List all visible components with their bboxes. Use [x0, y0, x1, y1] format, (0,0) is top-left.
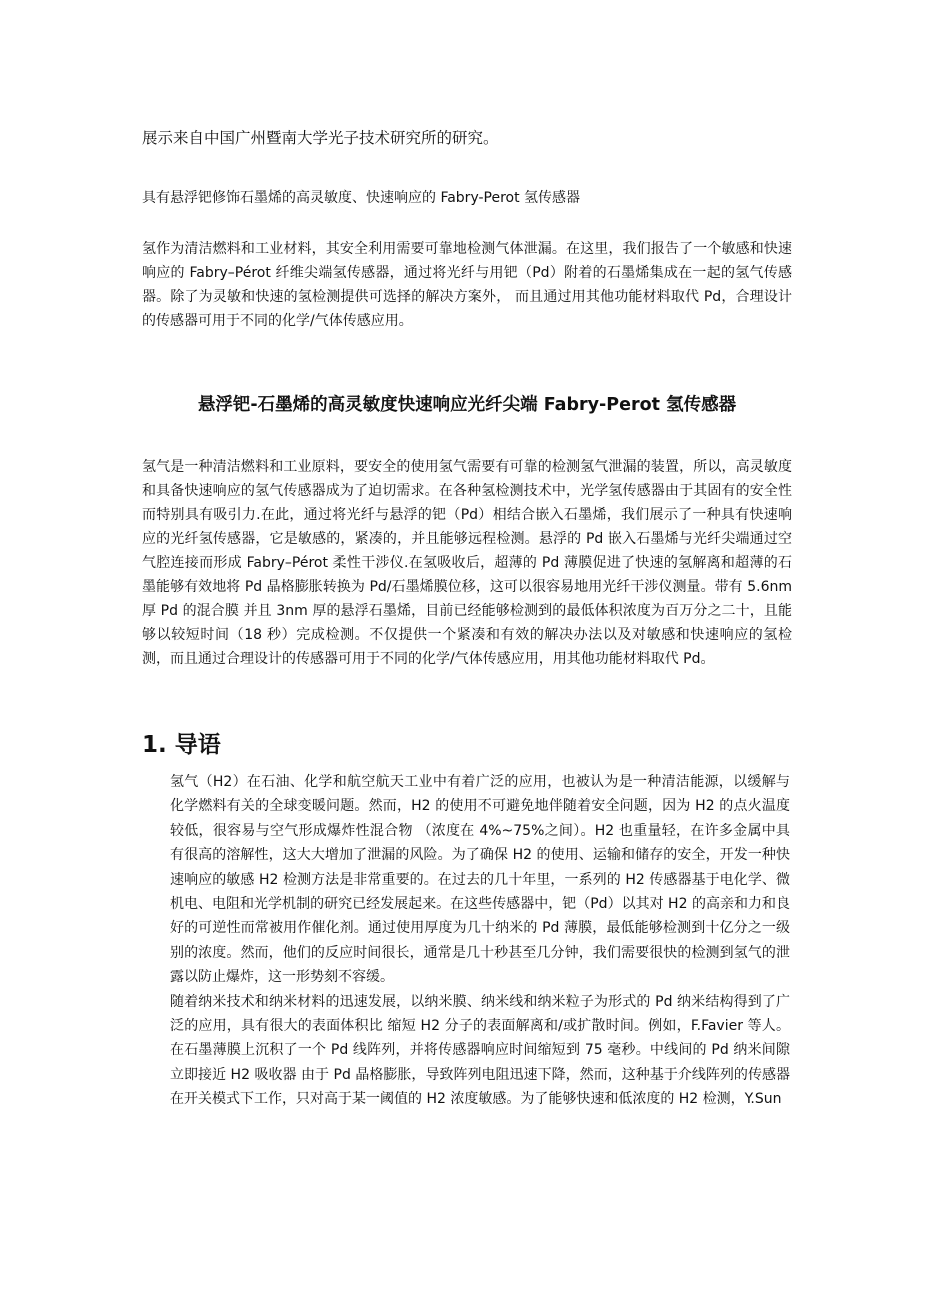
section-heading-introduction: 1. 导语 — [142, 732, 221, 758]
abstract-short: 氢作为清洁燃料和工业材料，其安全利用需要可靠地检测气体泄漏。在这里，我们报告了一个敏感和快速响应的 Fabry–Pérot 纤维尖端氢传感器，通过将光纤与用钯（Pd）附着的石墨烯集成在一起的氢气传感器。除了为灵敏和快速的氢检测提供可选择的解决方案外， 而且通过用其他功能材料取代 Pd，合理设计的传感器可用于不同的化学/气体传感应用。 — [142, 241, 792, 329]
section-body — [170, 770, 790, 1112]
abstract-long: 氢气是一种清洁燃料和工业原料，要安全的使用氢气需要有可靠的检测氢气泄漏的装置，所以，高灵敏度和具备快速响应的氢气传感器成为了迫切需求。在各种氢检测技术中，光学氢传感器由于其固有的安全性而特别具有吸引力.在此，通过将光纤与悬浮的钯（Pd）相结合嵌入石墨烯，我们展示了一种具有快速响应的光纤氢传感器，它是敏感的，紧凑的，并且能够远程检测。悬浮的 Pd 嵌入石墨烯与光纤尖端通过空气腔连接而形成 Fabry–Pérot 柔性干涉仪.在氢吸收后，超薄的 Pd 薄膜促进了快速的氢解离和超薄的石墨能够有效地将 Pd 晶格膨胀转换为 Pd/石墨烯膜位移，这可以很容易地用光纤干涉仪测量。带有 5.6nm 厚 Pd 的混合膜 并且 3nm 厚的悬浮石墨烯，目前已经能够检测到的最低体积浓度为百万分之二十，且能够以较短时间（18 秒）完成检测。不仅提供一个紧凑和有效的解决办法以及对敏感和快速响应的氢检测，而且通过合理设计的传感器可用于不同的化学/气体传感应用，用其他功能材料取代 Pd。 — [142, 459, 792, 667]
subtitle: 具有悬浮钯修饰石墨烯的高灵敏度、快速响应的 Fabry-Perot 氢传感器 — [142, 190, 581, 206]
intro-line: 展示来自中国广州暨南大学光子技术研究所的研究。 — [142, 129, 499, 147]
paper-title: 悬浮钯-石墨烯的高灵敏度快速响应光纤尖端 Fabry-Perot 氢传感器 — [197, 395, 737, 415]
body-paragraph-2: 随着纳米技术和纳米材料的迅速发展，以纳米膜、纳米线和纳米粒子为形式的 Pd 纳米结构得到了广泛的应用，具有很大的表面体积比 缩短 H2 分子的表面解离和/或扩散时间。例如，F.Favier 等人。在石墨薄膜上沉积了一个 Pd 线阵列，并将传感器响应时间缩短到 75 毫秒。中线间的 Pd 纳米间隙立即接近 H2 吸收器 由于 Pd 晶格膨胀，导致阵列电阻迅速下降，然而，这种基于介线阵列的传感器在开关模式下工作，只对高于某一阈值的 H2 浓度敏感。为了能够快速和低浓度的 H2 检测，Y.Sun — [170, 993, 790, 1108]
body-paragraph-1: 氢气（H2）在石油、化学和航空航天工业中有着广泛的应用，也被认为是一种清洁能源，以缓解与化学燃料有关的全球变暖问题。然而，H2 的使用不可避免地伴随着安全问题，因为 H2 的点火温度较低，很容易与空气形成爆炸性混合物 （浓度在 4%~75%之间）。H2 也重量轻，在许多金属中具有很高的溶解性，这大大增加了泄漏的风险。为了确保 H2 的使用、运输和储存的安全，开发一种快速响应的敏感 H2 检测方法是非常重要的。在过去的几十年里，一系列的 H2 传感器基于电化学、微机电、电阻和光学机制的研究已经发展起来。在这些传感器中，钯（Pd）以其对 H2 的高亲和力和良好的可逆性而常被用作催化剂。通过使用厚度为几十纳米的 Pd 薄膜，最低能够检测到十亿分之一级别的浓度。然而，他们的反应时间很长，通常是几十秒甚至几分钟，我们需要很快的检测到氢气的泄露以防止爆炸，这一形势刻不容缓。 — [170, 774, 790, 986]
